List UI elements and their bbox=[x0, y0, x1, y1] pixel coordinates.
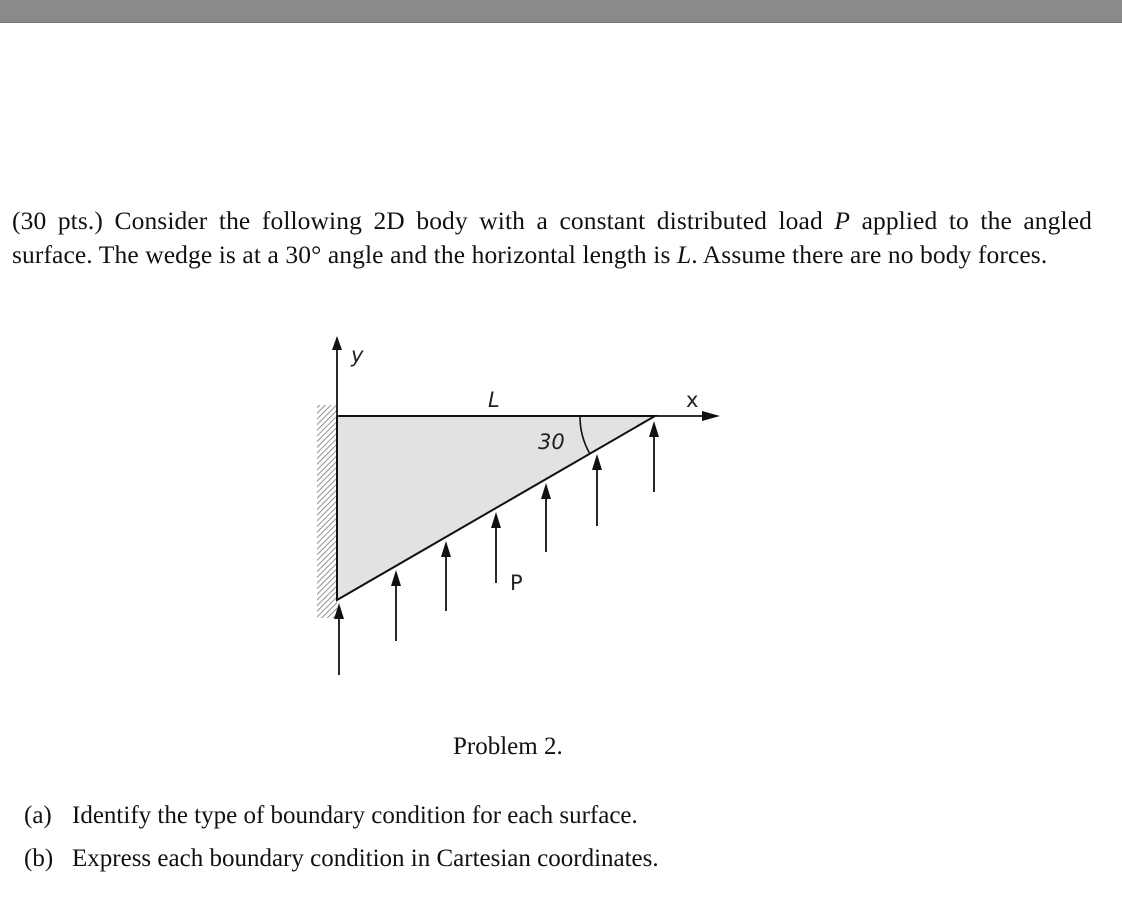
load-arrowhead bbox=[441, 541, 451, 557]
problem-statement bbox=[12, 204, 1092, 272]
y-axis-arrowhead bbox=[332, 336, 342, 350]
question-item bbox=[24, 845, 659, 888]
question-label: (a) bbox=[24, 802, 52, 829]
length-symbol: L bbox=[676, 240, 692, 269]
question-text: Express each boundary condition in Cartesian coordinates. bbox=[72, 845, 659, 872]
x-axis-arrowhead bbox=[702, 411, 720, 421]
load-arrowhead bbox=[491, 512, 501, 528]
load-arrowhead bbox=[649, 421, 659, 437]
fixed-wall-hatch bbox=[317, 405, 337, 618]
statement-part-2: applied to the angled surface. The wedge is at a 30° angle and the horizontal length is bbox=[12, 206, 1092, 269]
statement-part-3: . Assume there are no body forces. bbox=[691, 240, 1048, 269]
y-axis-label: y bbox=[351, 343, 364, 367]
top-bar bbox=[0, 0, 1122, 23]
statement-part-1: Consider the following 2D body with a constant distributed load bbox=[114, 206, 823, 235]
figure-caption: Problem 2. bbox=[453, 733, 563, 760]
load-arrowhead bbox=[391, 570, 401, 586]
load-arrowhead bbox=[592, 454, 602, 470]
x-axis-label: x bbox=[686, 388, 699, 412]
angle-label: 30 bbox=[538, 430, 565, 454]
question-item bbox=[24, 802, 659, 845]
question-list bbox=[24, 802, 659, 888]
question-label: (b) bbox=[24, 845, 54, 872]
load-symbol: P bbox=[834, 206, 851, 235]
question-text: Identify the type of boundary condition for each surface. bbox=[72, 802, 638, 829]
load-label: P bbox=[510, 571, 523, 595]
length-label: L bbox=[488, 388, 500, 412]
points-label: (30 pts.) bbox=[12, 206, 103, 235]
wedge-figure bbox=[300, 325, 740, 685]
load-arrowhead bbox=[541, 483, 551, 499]
